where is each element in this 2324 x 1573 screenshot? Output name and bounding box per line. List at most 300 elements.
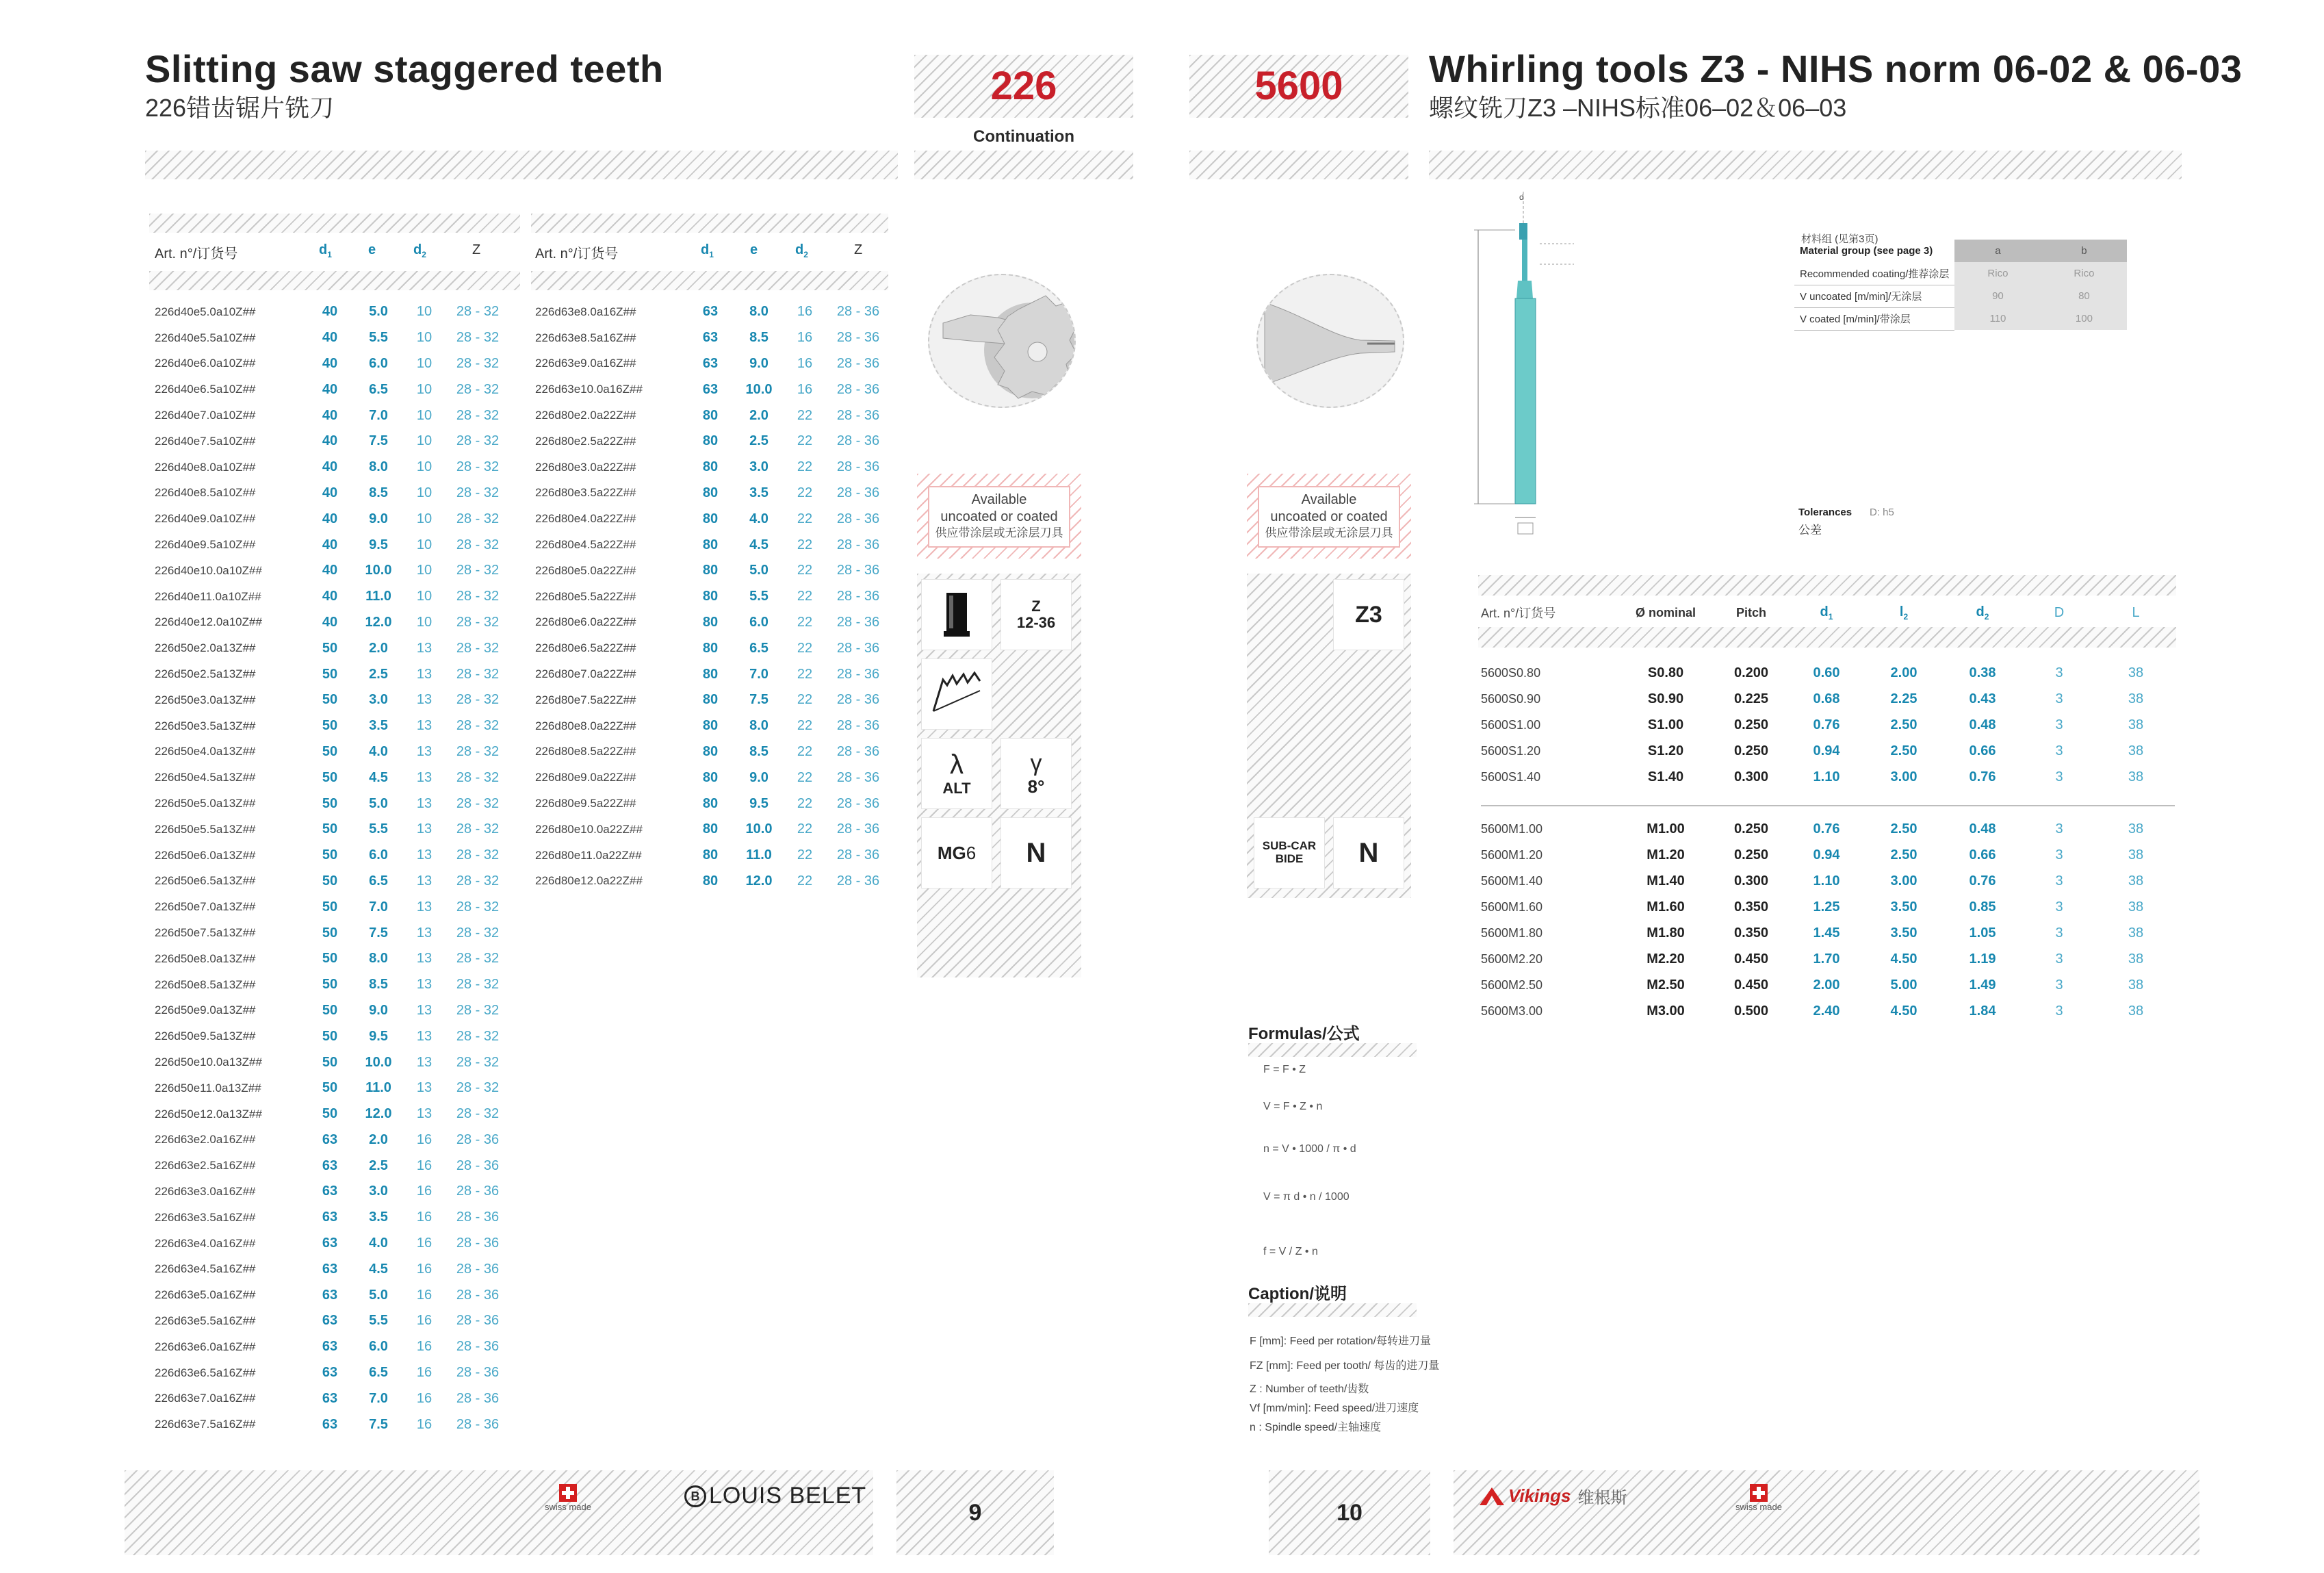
article-number: 226d40e7.5a10Z## — [155, 434, 256, 448]
d1-value: 2.00 — [1813, 977, 1840, 993]
bore-d2: 22 — [797, 563, 813, 578]
teeth-z: 28 - 32 — [456, 1054, 500, 1070]
bore-d2: 10 — [416, 433, 432, 449]
thickness-e: 4.0 — [369, 743, 388, 759]
diameter-d1: 80 — [702, 769, 719, 785]
table-row — [535, 376, 891, 402]
bore-d2: 13 — [416, 795, 432, 811]
article-number: 226d80e4.5a22Z## — [535, 538, 636, 552]
diameter-d1: 50 — [322, 977, 338, 993]
article-number: 226d50e6.5a13Z## — [155, 874, 256, 888]
pitch: 0.250 — [1733, 743, 1769, 758]
caption-title: Caption/说明 — [1248, 1285, 1347, 1303]
bore-d2: 22 — [797, 511, 813, 526]
table-row — [155, 1179, 511, 1205]
bore-d2: 10 — [416, 537, 432, 552]
diameter-d1: 63 — [322, 1313, 338, 1329]
table-row — [1481, 972, 2175, 998]
article-number: 226d63e3.0a16Z## — [155, 1184, 256, 1198]
D-value: 3 — [2055, 743, 2063, 758]
bore-d2: 10 — [416, 407, 432, 423]
nominal-diameter: M1.40 — [1647, 873, 1685, 888]
table1-header-d2: $d_2$ — [413, 242, 426, 259]
article-number: 226d63e5.5a16Z## — [155, 1314, 256, 1327]
table-row — [155, 1127, 511, 1153]
table-row — [155, 325, 511, 351]
bore-d2: 16 — [797, 330, 813, 346]
table-row — [155, 1049, 511, 1075]
teeth-z: 28 - 36 — [836, 589, 880, 604]
article-number: 226d80e8.0a22Z## — [535, 719, 636, 732]
diameter-d1: 80 — [702, 795, 719, 811]
brand-name-right: Vikings — [1508, 1485, 1571, 1506]
article-number: 226d50e7.5a13Z## — [155, 926, 256, 940]
diameter-d1: 80 — [702, 459, 719, 475]
article-number: 226d80e7.0a22Z## — [535, 667, 636, 681]
bore-d2: 16 — [797, 381, 813, 397]
nominal-diameter: M2.50 — [1647, 977, 1685, 993]
diameter-d1: 80 — [702, 873, 719, 888]
thickness-e: 6.0 — [369, 1339, 388, 1355]
pitch: 0.250 — [1733, 717, 1769, 732]
product-table-s — [1481, 660, 2175, 790]
material-col-a: a — [1954, 240, 2041, 262]
article-number: 226d80e10.0a22Z## — [535, 822, 643, 836]
thickness-e: 4.0 — [749, 511, 769, 526]
bore-d2: 22 — [797, 718, 813, 734]
thickness-e: 11.0 — [365, 1080, 391, 1096]
article-number: 226d63e8.5a16Z## — [535, 331, 636, 344]
table1-header-art: Art. n°/订货号 — [155, 246, 238, 261]
thickness-e: 3.0 — [369, 1184, 388, 1199]
nominal-diameter: S1.40 — [1647, 769, 1684, 784]
availability-line1: Available — [971, 492, 1027, 507]
table-row — [155, 635, 511, 661]
table-row — [155, 843, 511, 869]
bore-d2: 16 — [416, 1184, 432, 1199]
table-row — [535, 351, 891, 377]
table-divider — [1481, 805, 2175, 806]
table-row — [155, 661, 511, 687]
page-subtitle-right: 螺纹铣刀Z3 –NIHS标准06–02＆06–03 — [1429, 94, 1847, 122]
teeth-z: 28 - 36 — [836, 821, 880, 837]
teeth-z: 28 - 32 — [456, 304, 500, 320]
teeth-z: 28 - 36 — [836, 304, 880, 320]
article-number: 226d50e4.0a13Z## — [155, 745, 256, 758]
material-group-label-cn: 材料组 (见第3页) — [1801, 233, 1878, 245]
brand-name-cn: 维根斯 — [1577, 1489, 1627, 1507]
thickness-e: 2.0 — [749, 407, 769, 423]
bore-d2: 16 — [416, 1287, 432, 1303]
bore-d2: 16 — [416, 1339, 432, 1355]
material-row-label: Recommended coating/推荐涂层 — [1794, 262, 1954, 285]
teeth-z: 28 - 36 — [836, 666, 880, 682]
d2-value: 1.84 — [1969, 1003, 1996, 1019]
d2-value: 0.48 — [1969, 717, 1996, 732]
thickness-e: 9.0 — [749, 769, 769, 785]
diameter-d1: 40 — [322, 330, 338, 346]
diameter-d1: 63 — [322, 1184, 338, 1199]
thickness-e: 9.5 — [369, 1028, 388, 1044]
diameter-d1: 50 — [322, 821, 338, 837]
table-row — [155, 402, 511, 429]
diameter-d1: 63 — [322, 1158, 338, 1173]
right-header-l2: $l_2$ — [1899, 604, 1909, 622]
bore-d2: 22 — [797, 821, 813, 837]
thickness-e: 8.0 — [749, 304, 769, 320]
bore-d2: 10 — [416, 589, 432, 604]
thickness-e: 6.0 — [369, 847, 388, 863]
thickness-e: 2.0 — [369, 640, 388, 656]
table-row — [155, 1256, 511, 1282]
table-row — [155, 765, 511, 791]
material-row-a: 90 — [1954, 285, 2041, 307]
bore-d2: 16 — [797, 355, 813, 371]
bore-d2: 22 — [797, 743, 813, 759]
table-row — [535, 429, 891, 455]
thickness-e: 6.5 — [369, 381, 388, 397]
article-number: 226d50e6.0a13Z## — [155, 848, 256, 862]
D-value: 3 — [2055, 873, 2063, 888]
pitch: 0.250 — [1733, 821, 1769, 836]
diameter-d1: 50 — [322, 769, 338, 785]
diameter-d1: 50 — [322, 640, 338, 656]
L-value: 38 — [2128, 743, 2144, 758]
bore-d2: 16 — [416, 1416, 432, 1432]
article-number: 5600M1.20 — [1481, 847, 1543, 862]
page-number-box-left — [896, 1470, 1054, 1555]
table-row — [155, 713, 511, 739]
bore-d2: 13 — [416, 951, 432, 967]
article-number: 226d63e10.0a16Z## — [535, 383, 643, 396]
table1-header-d1: $d_1$ — [319, 242, 332, 259]
diameter-d1: 50 — [322, 692, 338, 708]
thickness-e: 5.5 — [369, 330, 388, 346]
teeth-z: 28 - 32 — [456, 873, 500, 888]
vikings-icon — [1478, 1486, 1506, 1507]
teeth-z: 28 - 36 — [836, 743, 880, 759]
L-value: 38 — [2128, 665, 2144, 680]
thickness-e: 12.0 — [745, 873, 773, 888]
article-number: 5600M1.00 — [1481, 821, 1543, 836]
right-header-pitch: Pitch — [1735, 605, 1766, 619]
header-band-code-right — [1189, 151, 1408, 179]
article-number: 226d80e6.5a22Z## — [535, 641, 636, 655]
bore-d2: 13 — [416, 743, 432, 759]
thickness-e: 9.0 — [369, 1002, 388, 1018]
article-number: 5600M2.20 — [1481, 951, 1543, 966]
diameter-d1: 63 — [322, 1287, 338, 1303]
diameter-d1: 80 — [702, 640, 719, 656]
nominal-diameter: S0.80 — [1647, 665, 1684, 680]
thickness-e: 2.5 — [369, 666, 388, 682]
article-number: 226d80e4.0a22Z## — [535, 512, 636, 526]
caption-line: F [mm]: Feed per rotation/每转进刀量 — [1250, 1335, 1431, 1347]
teeth-z: 28 - 32 — [456, 614, 500, 630]
article-number: 226d50e10.0a13Z## — [155, 1056, 262, 1069]
diameter-d1: 80 — [702, 485, 719, 500]
L-value: 38 — [2128, 925, 2144, 941]
bore-d2: 10 — [416, 381, 432, 397]
bore-d2: 16 — [416, 1158, 432, 1173]
diameter-d1: 40 — [322, 304, 338, 320]
d2-value: 0.76 — [1969, 769, 1996, 784]
table-row — [535, 739, 891, 765]
teeth-z: 28 - 36 — [836, 873, 880, 888]
d1-value: 0.76 — [1813, 717, 1840, 732]
right-header-d2: $d_2$ — [1976, 604, 1989, 622]
diameter-d1: 80 — [702, 407, 719, 423]
diameter-d1: 50 — [322, 1106, 338, 1122]
D-value: 3 — [2055, 821, 2063, 836]
table-row — [1481, 868, 2175, 894]
bore-d2: 13 — [416, 1080, 432, 1096]
thickness-e: 11.0 — [746, 847, 772, 863]
bore-d2: 13 — [416, 925, 432, 941]
d1-value: 0.68 — [1813, 691, 1840, 706]
footer-band-right — [1454, 1470, 2199, 1555]
teeth-z: 28 - 36 — [456, 1365, 500, 1381]
teeth-z: 28 - 32 — [456, 847, 500, 863]
article-number: 226d50e2.5a13Z## — [155, 667, 256, 681]
thickness-e: 2.5 — [749, 433, 769, 449]
d2-value: 0.76 — [1969, 873, 1996, 888]
caption-line: Z : Number of teeth/齿数 — [1250, 1383, 1369, 1395]
d1-value: 1.70 — [1813, 951, 1840, 967]
diameter-d1: 63 — [702, 381, 719, 397]
diameter-d1: 40 — [322, 589, 338, 604]
thickness-e: 9.0 — [749, 355, 769, 371]
thickness-e: 7.5 — [749, 692, 769, 708]
teeth-z: 28 - 36 — [836, 407, 880, 423]
teeth-z: 28 - 32 — [456, 821, 500, 837]
table-row — [155, 920, 511, 946]
diameter-d1: 50 — [322, 873, 338, 888]
nominal-diameter: M3.00 — [1647, 1003, 1685, 1019]
nominal-diameter: M1.00 — [1647, 821, 1685, 836]
table-row — [535, 325, 891, 351]
thickness-e: 3.5 — [369, 718, 388, 734]
bore-d2: 16 — [416, 1210, 432, 1225]
article-number: 226d40e5.0a10Z## — [155, 305, 256, 318]
teeth-z: 28 - 32 — [456, 666, 500, 682]
table2-header-band-bottom — [531, 271, 888, 290]
table-row — [155, 584, 511, 610]
table-row — [155, 817, 511, 843]
thickness-e: 9.5 — [369, 537, 388, 552]
article-number: 226d80e12.0a22Z## — [535, 874, 643, 888]
bore-d2: 22 — [797, 769, 813, 785]
table-row — [155, 687, 511, 713]
caption-line: n : Spindle speed/主轴速度 — [1250, 1422, 1382, 1433]
table-row — [155, 739, 511, 765]
table-row — [535, 713, 891, 739]
whirling-tool-image — [1256, 274, 1404, 408]
pitch: 0.300 — [1733, 873, 1769, 888]
table-row — [155, 1231, 511, 1257]
table-row — [155, 1385, 511, 1411]
teeth-z: 28 - 32 — [456, 925, 500, 941]
availability-note-right — [1258, 486, 1400, 548]
page-subtitle-left: 226错齿锯片铣刀 — [145, 94, 335, 122]
bore-d2: 16 — [416, 1236, 432, 1251]
table-row — [155, 1075, 511, 1101]
continuation-label: Continuation — [973, 127, 1074, 146]
diameter-d1: 80 — [702, 537, 719, 552]
d1-value: 1.25 — [1813, 899, 1840, 915]
teeth-z: 28 - 36 — [456, 1261, 500, 1277]
material-group-table — [1794, 240, 2127, 331]
pitch: 0.350 — [1733, 925, 1769, 941]
teeth-z: 28 - 32 — [456, 1002, 500, 1018]
article-number: 5600S0.80 — [1481, 665, 1541, 680]
diameter-d1: 63 — [322, 1365, 338, 1381]
D-value: 3 — [2055, 925, 2063, 941]
availability-line2: uncoated or coated — [940, 509, 1058, 524]
article-number: 226d63e4.0a16Z## — [155, 1236, 256, 1250]
table-row — [155, 558, 511, 584]
thickness-e: 4.0 — [369, 1236, 388, 1251]
lambda-alt-icon: λ ALT — [921, 738, 992, 809]
thickness-e: 4.5 — [749, 537, 769, 552]
article-number: 226d50e9.5a13Z## — [155, 1030, 256, 1043]
article-number: 5600S1.20 — [1481, 743, 1541, 758]
article-number: 226d40e8.0a10Z## — [155, 460, 256, 474]
table-row — [535, 532, 891, 558]
diameter-d1: 40 — [322, 355, 338, 371]
diameter-d1: 80 — [702, 589, 719, 604]
table2-header-e: e — [750, 242, 758, 257]
thickness-e: 7.5 — [369, 1416, 388, 1432]
material-row-a: Rico — [1954, 262, 2041, 285]
diameter-d1: 63 — [322, 1210, 338, 1225]
blade-profile-icon — [921, 579, 992, 650]
teeth-z: 28 - 36 — [836, 330, 880, 346]
article-number: 226d40e9.0a10Z## — [155, 512, 256, 526]
l2-value: 2.00 — [1890, 665, 1918, 680]
table-row — [1481, 842, 2175, 868]
article-number: 226d40e9.5a10Z## — [155, 538, 256, 552]
caption-line: Vf [mm/min]: Feed speed/进刀速度 — [1250, 1403, 1419, 1414]
diameter-d1: 50 — [322, 743, 338, 759]
diameter-d1: 40 — [322, 485, 338, 500]
formulas-title: Formulas/公式 — [1248, 1025, 1360, 1043]
caption-line: FZ [mm]: Feed per tooth/ 每齿的进刀量 — [1250, 1360, 1440, 1372]
table-row — [535, 610, 891, 636]
diameter-d1: 80 — [702, 511, 719, 526]
table-row — [155, 481, 511, 507]
teeth-z: 28 - 36 — [456, 1339, 500, 1355]
bore-d2: 10 — [416, 330, 432, 346]
nominal-diameter: M1.20 — [1647, 847, 1685, 862]
article-number: 5600S1.00 — [1481, 717, 1541, 732]
saw-blade-image — [928, 274, 1076, 408]
article-number: 5600M2.50 — [1481, 977, 1543, 992]
article-number: 5600M3.00 — [1481, 1003, 1543, 1018]
thickness-e: 5.5 — [369, 821, 388, 837]
table-row — [155, 894, 511, 920]
d1-value: 1.10 — [1813, 873, 1840, 888]
diameter-d1: 50 — [322, 718, 338, 734]
table-row — [535, 402, 891, 429]
L-value: 38 — [2128, 847, 2144, 862]
nominal-diameter: S0.90 — [1647, 691, 1684, 706]
diameter-d1: 63 — [702, 304, 719, 320]
article-number: 226d63e8.0a16Z## — [535, 305, 636, 318]
article-number: 226d50e7.0a13Z## — [155, 900, 256, 914]
thickness-e: 8.0 — [369, 951, 388, 967]
table-row — [1481, 738, 2175, 764]
table-row — [1481, 660, 2175, 686]
table-row — [535, 299, 891, 325]
table-row — [1481, 816, 2175, 842]
thickness-e: 7.5 — [369, 925, 388, 941]
table-row — [155, 351, 511, 377]
d1-value: 2.40 — [1813, 1003, 1840, 1019]
teeth-z: 28 - 32 — [456, 1080, 500, 1096]
diameter-d1: 63 — [322, 1416, 338, 1432]
d1-value: 1.45 — [1813, 925, 1840, 941]
tolerances-label: Tolerances — [1798, 507, 1852, 518]
teeth-z: 28 - 32 — [456, 795, 500, 811]
teeth-z: 28 - 36 — [456, 1287, 500, 1303]
header-band-right — [1429, 151, 2182, 179]
bore-d2: 13 — [416, 1106, 432, 1122]
teeth-z: 28 - 36 — [456, 1184, 500, 1199]
table-row — [155, 532, 511, 558]
right-header-D: D — [2054, 604, 2065, 620]
teeth-z: 28 - 32 — [456, 718, 500, 734]
article-number: 226d50e2.0a13Z## — [155, 641, 256, 655]
diameter-d1: 63 — [322, 1236, 338, 1251]
L-value: 38 — [2128, 769, 2144, 784]
article-number: 226d80e6.0a22Z## — [535, 615, 636, 629]
pitch: 0.300 — [1733, 769, 1769, 784]
pitch: 0.200 — [1733, 665, 1769, 680]
formula-feed-per-tooth: f = V / Z • n — [1263, 1246, 1318, 1257]
table-row — [535, 687, 891, 713]
teeth-z: 28 - 32 — [456, 640, 500, 656]
vikings-logo — [1478, 1484, 1627, 1508]
teeth-z: 28 - 36 — [836, 433, 880, 449]
thickness-e: 8.5 — [749, 330, 769, 346]
thickness-e: 6.5 — [369, 873, 388, 888]
thickness-e: 8.5 — [369, 485, 388, 500]
diameter-d1: 63 — [322, 1261, 338, 1277]
bore-d2: 22 — [797, 407, 813, 423]
diameter-d1: 40 — [322, 433, 338, 449]
material-row-label: V coated [m/min]/带涂层 — [1794, 307, 1954, 330]
tolerances-label-cn: 公差 — [1798, 524, 1822, 537]
material-row-a: 110 — [1954, 307, 2041, 330]
bore-d2: 22 — [797, 692, 813, 708]
article-number: 226d63e7.0a16Z## — [155, 1392, 256, 1405]
D-value: 3 — [2055, 717, 2063, 732]
diameter-d1: 50 — [322, 925, 338, 941]
article-number: 226d50e8.0a13Z## — [155, 951, 256, 965]
bore-d2: 13 — [416, 1054, 432, 1070]
diameter-d1: 50 — [322, 1054, 338, 1070]
article-number: 5600M1.40 — [1481, 873, 1543, 888]
diameter-d1: 50 — [322, 1080, 338, 1096]
bore-d2: 16 — [797, 304, 813, 320]
right-table-header-band-bottom — [1478, 627, 2176, 648]
d2-value: 0.85 — [1969, 899, 1996, 915]
formula-cutting-speed: V = π d • n / 1000 — [1263, 1191, 1350, 1203]
L-value: 38 — [2128, 691, 2144, 706]
article-number: 226d40e12.0a10Z## — [155, 615, 262, 629]
thickness-e: 11.0 — [365, 589, 391, 604]
